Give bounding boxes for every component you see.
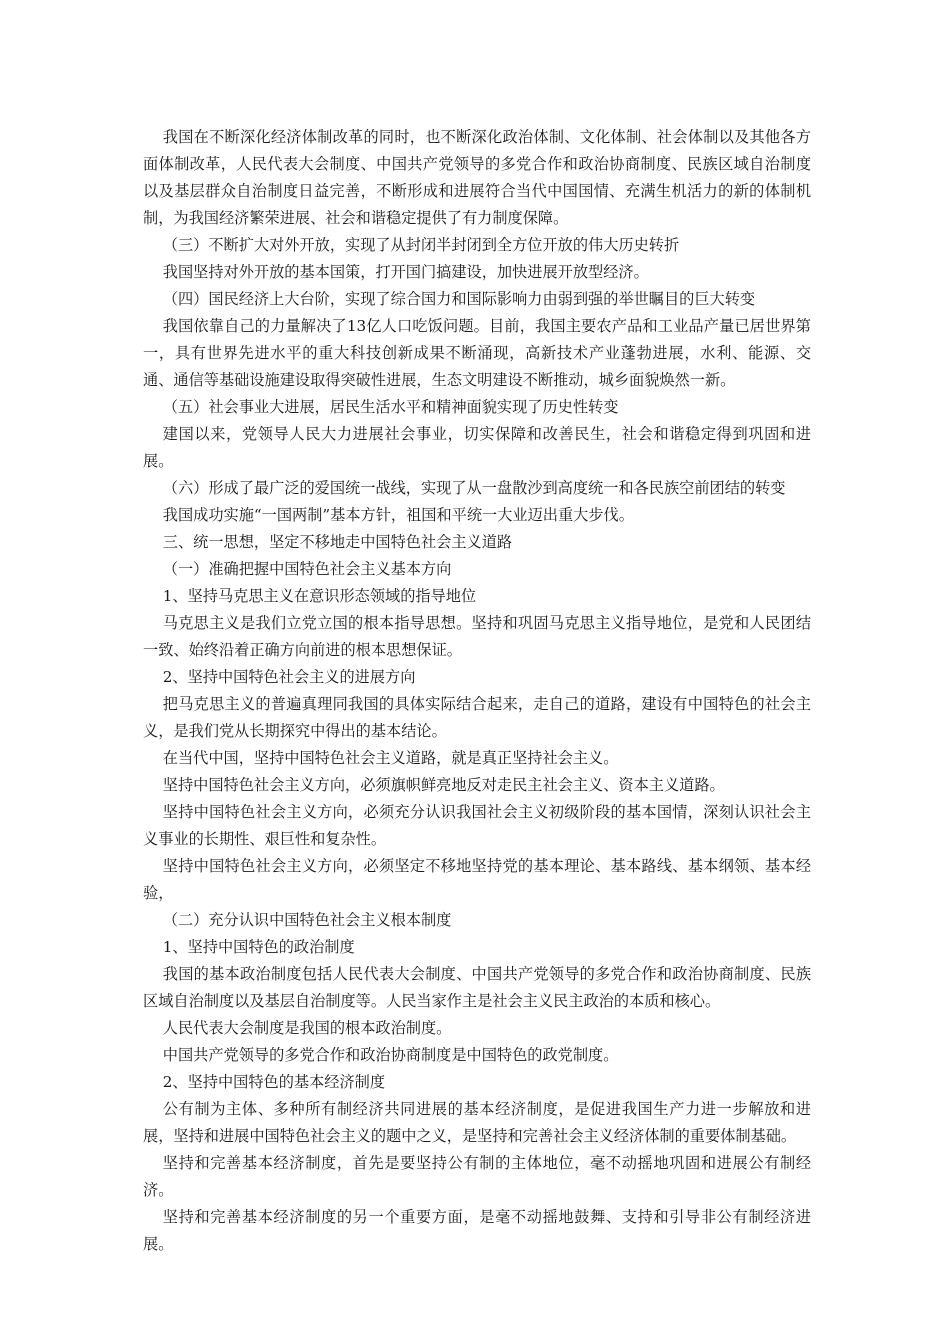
paragraph: 把马克思主义的普遍真理同我国的具体实际结合起来，走自己的道路，建设有中国特色的社会主义，是我们党从长期探究中得出的基本结论。 [143,695,811,740]
section-heading: （一）准确把握中国特色社会主义基本方向 [162,560,452,578]
paragraph: 人民代表大会制度是我国的根本政治制度。 [162,1019,452,1037]
document-body [143,124,811,1258]
paragraph: 坚持和完善基本经济制度，首先是要坚持公有制的主体地位，毫不动摇地巩固和进展公有制经济。 [143,1154,811,1199]
subsection-heading: 1、坚持马克思主义在意识形态领域的指导地位 [162,587,477,605]
section-heading: （五）社会事业大进展，居民生活水平和精神面貌实现了历史性转变 [162,398,619,416]
paragraph: 我国在不断深化经济体制改革的同时，也不断深化政治体制、文化体制、社会体制以及其他各方面体制改革，人民代表大会制度、中国共产党领导的多党合作和政治协商制度、民族区域自治制度以及基层群众自治制度日益完善，不断形成和进展符合当代中国国情、充满生机活力的新的体制机制，为我国经济繁荣进展、社会和谐稳定提供了有力制度保障。 [143,128,811,227]
paragraph: 我国依靠自己的力量解决了13亿人口吃饭问题。目前，我国主要农产品和工业品产量已居世界第一，具有世界先进水平的重大科技创新成果不断涌现，高新技术产业蓬勃进展，水利、能源、交通、通信等基础设施建设取得突破性进展，生态文明建设不断推动，城乡面貌焕然一新。 [143,317,811,389]
paragraph: 公有制为主体、多种所有制经济共同进展的基本经济制度，是促进我国生产力进一步解放和进展，坚持和进展中国特色社会主义的题中之义，是坚持和完善社会主义经济体制的重要体制基础。 [143,1100,811,1145]
subsection-heading: 2、坚持中国特色的基本经济制度 [162,1073,386,1091]
paragraph: 坚持和完善基本经济制度的另一个重要方面，是毫不动摇地鼓舞、支持和引导非公有制经济进展。 [143,1208,811,1253]
paragraph: 我国坚持对外开放的基本国策，打开国门搞建设，加快进展开放型经济。 [162,263,649,281]
chapter-heading: 三、统一思想，坚定不移地走中国特色社会主义道路 [162,533,513,551]
subsection-heading: 1、坚持中国特色的政治制度 [162,938,355,956]
section-heading: （六）形成了最广泛的爱国统一战线，实现了从一盘散沙到高度统一和各民族空前团结的转变 [162,479,786,497]
subsection-heading: 2、坚持中国特色社会主义的进展方向 [162,668,416,686]
paragraph: 坚持中国特色社会主义方向，必须充分认识我国社会主义初级阶段的基本国情，深刻认识社会主义事业的长期性、艰巨性和复杂性。 [143,803,811,848]
paragraph: 坚持中国特色社会主义方向，必须旗帜鲜亮地反对走民主社会主义、资本主义道路。 [162,776,725,794]
paragraph: 在当代中国，坚持中国特色社会主义道路，就是真正坚持社会主义。 [162,749,619,767]
paragraph: 坚持中国特色社会主义方向，必须坚定不移地坚持党的基本理论、基本路线、基本纲领、基本经验， [143,857,811,902]
section-heading: （三）不断扩大对外开放，实现了从封闭半封闭到全方位开放的伟大历史转折 [162,236,680,254]
paragraph: 我国的基本政治制度包括人民代表大会制度、中国共产党领导的多党合作和政治协商制度、民族区域自治制度以及基层自治制度等。人民当家作主是社会主义民主政治的本质和核心。 [143,965,811,1010]
paragraph: 我国成功实施“一国两制”基本方针，祖国和平统一大业迈出重大步伐。 [162,506,634,524]
paragraph: 建国以来，党领导人民大力进展社会事业，切实保障和改善民生，社会和谐稳定得到巩固和进展。 [143,425,811,470]
paragraph: 马克思主义是我们立党立国的根本指导思想。坚持和巩固马克思主义指导地位，是党和人民团结一致、始终沿着正确方向前进的根本思想保证。 [143,614,811,659]
section-heading: （二）充分认识中国特色社会主义根本制度 [162,911,452,929]
section-heading: （四）国民经济上大台阶，实现了综合国力和国际影响力由弱到强的举世瞩目的巨大转变 [162,290,756,308]
paragraph: 中国共产党领导的多党合作和政治协商制度是中国特色的政党制度。 [162,1046,619,1064]
